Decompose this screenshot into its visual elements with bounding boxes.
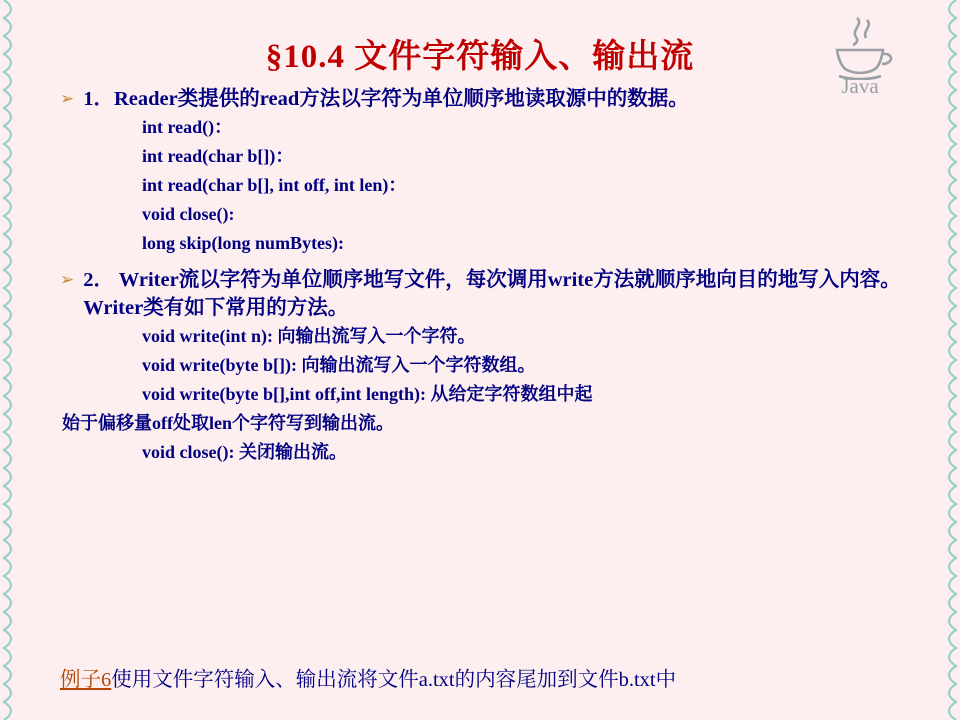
reader-method-3: void close(): <box>142 204 235 224</box>
writer-method-3-signature: void close(): <box>142 442 235 462</box>
reader-method-0: int read()： <box>142 117 233 137</box>
left-scallop-border-decoration <box>0 0 22 720</box>
bullet-item-writer <box>26 266 934 322</box>
writer-method-2-signature: void write(byte b[],int off,int length): <box>142 384 426 404</box>
slide-content <box>26 0 934 720</box>
writer-method-3 <box>26 438 934 467</box>
bullet-item-writer-text: 2． Writer流以字符为单位顺序地写文件，每次调用write方法就顺序地向目的地写入内容。 Writer类有如下常用的方法。 <box>83 269 901 319</box>
bullet-item-reader <box>26 85 934 113</box>
bullet-arrow-icon: ➢ <box>60 89 75 108</box>
reader-method-2: int read(char b[], int off, int len)： <box>142 175 407 195</box>
writer-method-2 <box>26 380 934 438</box>
writer-method-1 <box>26 351 934 380</box>
java-logo <box>814 14 906 106</box>
writer-method-0-signature: void write(int n): <box>142 326 273 346</box>
bullet-arrow-icon: ➢ <box>60 270 75 289</box>
reader-method-1: int read(char b[])： <box>142 146 294 166</box>
java-coffee-cup-icon <box>823 14 897 80</box>
example-footer <box>60 662 924 692</box>
bullet-item-reader-text: 1．Reader类提供的read方法以字符为单位顺序地读取源中的数据。 <box>83 88 689 110</box>
writer-method-2-desc: 从给定字符数组中起 <box>425 384 593 404</box>
java-logo-word: Java <box>841 74 879 98</box>
example-link[interactable]: 例子6 <box>60 669 112 691</box>
writer-method-1-desc: 向输出流写入一个字符数组。 <box>296 355 536 375</box>
writer-method-3-desc: 关闭输出流。 <box>234 442 347 462</box>
right-scallop-border-decoration <box>938 0 960 720</box>
writer-method-1-signature: void write(byte b[]): <box>142 355 297 375</box>
writer-method-2-desc-line2: 始于偏移量off处取len个字符写到输出流。 <box>62 413 394 433</box>
writer-method-0-desc: 向输出流写入一个字符。 <box>272 326 476 346</box>
page-title: §10.4 文件字符输入、输出流 <box>265 39 695 75</box>
reader-method-4: long skip(long numBytes): <box>142 233 345 253</box>
writer-method-0 <box>26 322 934 351</box>
example-footer-text: 使用文件字符输入、输出流将文件a.txt的内容尾加到文件b.txt中 <box>111 669 677 691</box>
